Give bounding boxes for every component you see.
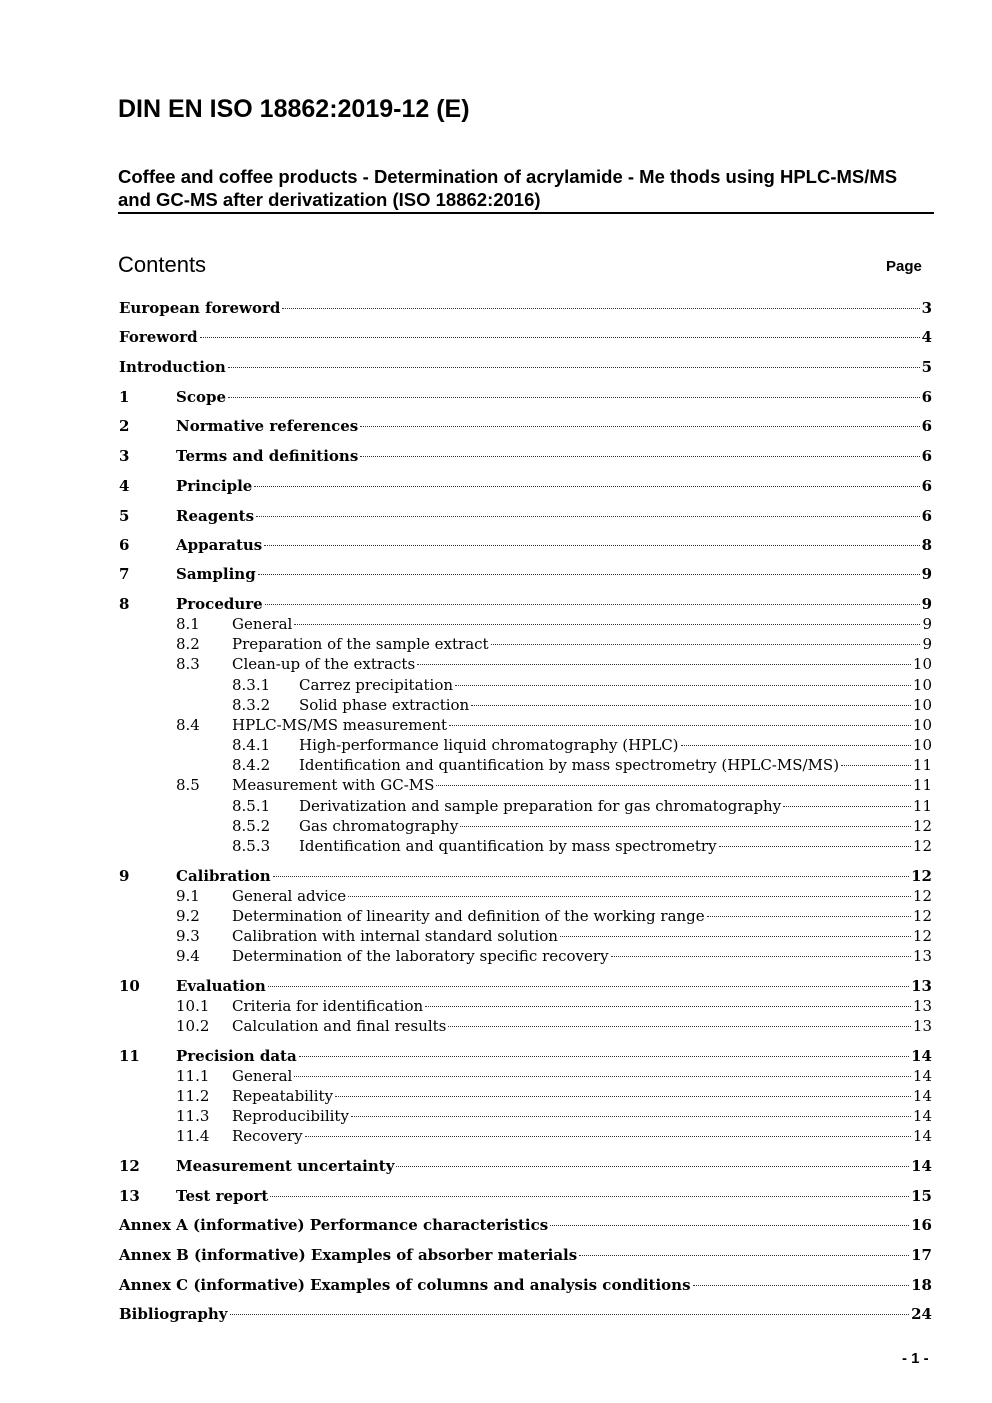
toc-entry-number: 1 bbox=[119, 388, 130, 406]
toc-entry-page: 14 bbox=[911, 1157, 932, 1175]
toc-entry[interactable] bbox=[176, 906, 932, 926]
toc-entry-number: 10 bbox=[119, 977, 140, 995]
toc-entry-number: 9.4 bbox=[176, 947, 200, 965]
document-subtitle: Coffee and coffee products - Determination of acrylamide - Me thods using HPLC-MS/MS and GC-MS after derivatization (ISO 18862:2016) bbox=[118, 165, 934, 214]
dot-leader bbox=[282, 308, 919, 309]
toc-entry-label: Calibration bbox=[176, 867, 271, 885]
toc-entry-number: 11 bbox=[119, 1047, 140, 1065]
toc-entry-label: Annex A (informative) Performance characteristics bbox=[119, 1216, 549, 1234]
toc-entry-page: 12 bbox=[912, 887, 932, 905]
toc-entry[interactable] bbox=[119, 564, 932, 584]
toc-entry-number: 10.1 bbox=[176, 997, 210, 1015]
toc-entry-label: Terms and definitions bbox=[176, 447, 359, 465]
toc-entry-number: 8.3.1 bbox=[232, 676, 271, 694]
dot-leader bbox=[783, 806, 911, 807]
toc-entry[interactable] bbox=[176, 1126, 932, 1146]
toc-entry[interactable] bbox=[119, 1215, 932, 1235]
toc-entry-label: Scope bbox=[176, 388, 227, 406]
toc-entry-label: Gas chromatography bbox=[299, 817, 459, 835]
toc-entry-page: 13 bbox=[911, 977, 932, 995]
toc-entry-page: 11 bbox=[912, 776, 932, 794]
toc-entry-page: 11 bbox=[912, 797, 932, 815]
toc-entry-page: 6 bbox=[921, 447, 932, 465]
toc-entry[interactable] bbox=[232, 755, 932, 775]
toc-entry[interactable] bbox=[119, 446, 932, 466]
document-title: DIN EN ISO 18862:2019-12 (E) bbox=[118, 95, 470, 123]
toc-entry-page: 12 bbox=[911, 867, 932, 885]
toc-entry-number: 8.4 bbox=[176, 716, 200, 734]
dot-leader bbox=[230, 1314, 910, 1315]
toc-entry-number: 11.3 bbox=[176, 1107, 210, 1125]
toc-entry-page: 6 bbox=[921, 507, 932, 525]
toc-entry-number: 9.3 bbox=[176, 927, 200, 945]
toc-entry-label: Introduction bbox=[119, 358, 226, 376]
toc-entry-number: 9.2 bbox=[176, 907, 200, 925]
toc-entry-label: Evaluation bbox=[176, 977, 266, 995]
toc-entry-page: 9 bbox=[921, 565, 932, 583]
toc-entry-page: 17 bbox=[911, 1246, 932, 1264]
dot-leader bbox=[707, 916, 911, 917]
toc-entry-number: 2 bbox=[119, 417, 130, 435]
dot-leader bbox=[455, 685, 911, 686]
dot-leader bbox=[719, 846, 911, 847]
toc-entry-number: 9.1 bbox=[176, 887, 200, 905]
toc-entry[interactable] bbox=[176, 1086, 932, 1106]
dot-leader bbox=[360, 426, 919, 427]
toc-entry[interactable] bbox=[119, 357, 932, 377]
dot-leader bbox=[228, 397, 920, 398]
toc-entry[interactable] bbox=[176, 654, 932, 674]
toc-entry-label: Solid phase extraction bbox=[299, 696, 470, 714]
toc-entry-label: Measurement uncertainty bbox=[176, 1157, 395, 1175]
toc-entry[interactable] bbox=[232, 695, 932, 715]
toc-entry-page: 14 bbox=[911, 1047, 932, 1065]
dot-leader bbox=[396, 1166, 909, 1167]
toc-entry-label: Foreword bbox=[119, 328, 198, 346]
toc-entry[interactable] bbox=[119, 416, 932, 436]
toc-entry[interactable] bbox=[119, 506, 932, 526]
dot-leader bbox=[449, 725, 911, 726]
toc-entry-number: 11.2 bbox=[176, 1087, 210, 1105]
dot-leader bbox=[258, 574, 920, 575]
page-number: - 1 - bbox=[902, 1350, 929, 1367]
dot-leader bbox=[273, 876, 909, 877]
toc-entry-label: Reagents bbox=[176, 507, 255, 525]
dot-leader bbox=[294, 1076, 911, 1077]
toc-entry-label: Calculation and final results bbox=[232, 1017, 447, 1035]
toc-entry[interactable] bbox=[176, 614, 932, 634]
toc-entry[interactable] bbox=[176, 1066, 932, 1086]
contents-heading: Contents bbox=[118, 252, 207, 277]
toc-entry-number: 11.1 bbox=[176, 1067, 210, 1085]
toc-entry-page: 6 bbox=[921, 417, 932, 435]
toc-entry[interactable] bbox=[176, 1106, 932, 1126]
toc-entry-label: Principle bbox=[176, 477, 253, 495]
toc-entry-page: 14 bbox=[912, 1107, 932, 1125]
toc-entry-label: Derivatization and sample preparation for gas chromatography bbox=[299, 797, 782, 815]
dot-leader bbox=[265, 604, 920, 605]
toc-entry[interactable] bbox=[176, 1016, 932, 1036]
toc-entry-label: Criteria for identification bbox=[232, 997, 424, 1015]
toc-entry-label: Annex B (informative) Examples of absorber materials bbox=[119, 1246, 578, 1264]
toc-entry-page: 12 bbox=[912, 817, 932, 835]
toc-entry-number: 7 bbox=[119, 565, 130, 583]
toc-entry-page: 11 bbox=[912, 756, 932, 774]
dot-leader bbox=[611, 956, 911, 957]
toc-entry-page: 10 bbox=[912, 696, 932, 714]
toc-entry[interactable] bbox=[232, 816, 932, 836]
toc-entry-label: Normative references bbox=[176, 417, 359, 435]
toc-entry-label: Annex C (informative) Examples of columns and analysis conditions bbox=[119, 1276, 691, 1294]
toc-entry-label: European foreword bbox=[119, 299, 281, 317]
dot-leader bbox=[417, 664, 911, 665]
toc-entry-page: 13 bbox=[912, 997, 932, 1015]
toc-entry-label: Clean-up of the extracts bbox=[232, 655, 416, 673]
toc-entry-label: General advice bbox=[232, 887, 347, 905]
toc-entry-number: 10.2 bbox=[176, 1017, 210, 1035]
toc-entry-number: 8.5.2 bbox=[232, 817, 271, 835]
toc-entry-page: 16 bbox=[911, 1216, 932, 1234]
toc-entry-number: 8.5.1 bbox=[232, 797, 271, 815]
toc-entry-number: 4 bbox=[119, 477, 130, 495]
toc-entry-page: 4 bbox=[921, 328, 932, 346]
toc-entry[interactable] bbox=[119, 298, 932, 318]
toc-entry-label: General bbox=[232, 1067, 293, 1085]
toc-entry-page: 13 bbox=[912, 947, 932, 965]
toc-entry-label: Identification and quantification by mass spectrometry (HPLC-MS/MS) bbox=[299, 756, 840, 774]
toc-entry-number: 8.3 bbox=[176, 655, 200, 673]
toc-entry-number: 8.4.1 bbox=[232, 736, 271, 754]
dot-leader bbox=[270, 1196, 909, 1197]
toc-entry[interactable] bbox=[176, 775, 932, 795]
toc-entry[interactable] bbox=[232, 836, 932, 856]
dot-leader bbox=[305, 1136, 911, 1137]
toc-entry-page: 5 bbox=[921, 358, 932, 376]
dot-leader bbox=[448, 1026, 911, 1027]
dot-leader bbox=[436, 785, 911, 786]
toc-entry[interactable] bbox=[232, 735, 932, 755]
dot-leader bbox=[550, 1225, 909, 1226]
toc-entry-label: Repeatability bbox=[232, 1087, 334, 1105]
toc-entry-label: HPLC-MS/MS measurement bbox=[232, 716, 448, 734]
toc-entry-label: Preparation of the sample extract bbox=[232, 635, 489, 653]
dot-leader bbox=[693, 1285, 910, 1286]
toc-entry-label: Bibliography bbox=[119, 1305, 228, 1323]
toc-entry-page: 9 bbox=[921, 595, 932, 613]
toc-entry[interactable] bbox=[119, 387, 932, 407]
toc-entry[interactable] bbox=[119, 1304, 932, 1324]
toc-entry[interactable] bbox=[176, 996, 932, 1016]
toc-entry[interactable] bbox=[119, 594, 932, 614]
toc-entry-number: 8.5.3 bbox=[232, 837, 271, 855]
toc-entry-number: 6 bbox=[119, 536, 130, 554]
toc-entry-number: 8.5 bbox=[176, 776, 200, 794]
dot-leader bbox=[425, 1006, 911, 1007]
dot-leader bbox=[360, 456, 919, 457]
toc-entry-number: 3 bbox=[119, 447, 130, 465]
toc-entry-page: 10 bbox=[912, 736, 932, 754]
toc-entry-number: 8.2 bbox=[176, 635, 200, 653]
toc-entry-page: 14 bbox=[912, 1087, 932, 1105]
toc-entry-page: 24 bbox=[911, 1305, 932, 1323]
toc-entry[interactable] bbox=[232, 796, 932, 816]
dot-leader bbox=[491, 644, 921, 645]
toc-entry[interactable] bbox=[119, 1156, 932, 1176]
toc-entry[interactable] bbox=[119, 1245, 932, 1265]
dot-leader bbox=[256, 516, 920, 517]
toc-entry-page: 10 bbox=[912, 676, 932, 694]
toc-entry-page: 14 bbox=[912, 1127, 932, 1145]
toc-entry-label: Test report bbox=[176, 1187, 269, 1205]
toc-entry-page: 8 bbox=[921, 536, 932, 554]
toc-entry-label: Identification and quantification by mass spectrometry bbox=[299, 837, 717, 855]
toc-entry-page: 10 bbox=[912, 655, 932, 673]
toc-entry[interactable] bbox=[119, 1186, 932, 1206]
toc-entry-page: 10 bbox=[912, 716, 932, 734]
toc-entry[interactable] bbox=[119, 866, 932, 886]
toc-entry[interactable] bbox=[176, 634, 932, 654]
toc-entry-label: Procedure bbox=[176, 595, 263, 613]
toc-entry-page: 15 bbox=[911, 1187, 932, 1205]
toc-entry-number: 8.3.2 bbox=[232, 696, 271, 714]
toc-entry-number: 11.4 bbox=[176, 1127, 210, 1145]
toc-entry-label: Precision data bbox=[176, 1047, 297, 1065]
toc-entry-page: 14 bbox=[912, 1067, 932, 1085]
toc-entry[interactable] bbox=[232, 675, 932, 695]
toc-entry[interactable] bbox=[119, 476, 932, 496]
toc-entry-page: 6 bbox=[921, 477, 932, 495]
dot-leader bbox=[348, 896, 911, 897]
dot-leader bbox=[264, 545, 919, 546]
toc-entry-number: 12 bbox=[119, 1157, 140, 1175]
toc-entry-label: Carrez precipitation bbox=[299, 676, 454, 694]
toc-entry-label: Recovery bbox=[232, 1127, 303, 1145]
toc-entry-label: Calibration with internal standard solution bbox=[232, 927, 558, 945]
toc-entry[interactable] bbox=[176, 715, 932, 735]
page-column-heading: Page bbox=[886, 258, 922, 275]
dot-leader bbox=[254, 486, 919, 487]
toc-entry[interactable] bbox=[176, 886, 932, 906]
dot-leader bbox=[351, 1116, 911, 1117]
toc-entry-label: Measurement with GC-MS bbox=[232, 776, 435, 794]
toc-entry-page: 3 bbox=[921, 299, 932, 317]
toc-entry[interactable] bbox=[119, 1046, 932, 1066]
toc-entry-label: Determination of linearity and definition of the working range bbox=[232, 907, 705, 925]
toc-entry[interactable] bbox=[176, 926, 932, 946]
toc-entry-label: Apparatus bbox=[176, 536, 263, 554]
toc-entry-number: 9 bbox=[119, 867, 130, 885]
dot-leader bbox=[228, 367, 920, 368]
toc-entry-label: Sampling bbox=[176, 565, 256, 583]
toc-entry-number: 8 bbox=[119, 595, 130, 613]
dot-leader bbox=[200, 337, 920, 338]
dot-leader bbox=[681, 745, 911, 746]
toc-entry-page: 9 bbox=[922, 635, 932, 653]
toc-entry-label: General bbox=[232, 615, 293, 633]
toc-entry-label: Determination of the laboratory specific recovery bbox=[232, 947, 609, 965]
dot-leader bbox=[841, 765, 911, 766]
toc-entry[interactable] bbox=[119, 535, 932, 555]
toc-entry-label: High-performance liquid chromatography (HPLC) bbox=[299, 736, 679, 754]
toc-entry-page: 12 bbox=[912, 907, 932, 925]
dot-leader bbox=[460, 826, 911, 827]
toc-entry-number: 8.1 bbox=[176, 615, 200, 633]
dot-leader bbox=[268, 986, 909, 987]
dot-leader bbox=[471, 705, 911, 706]
toc-entry-page: 6 bbox=[921, 388, 932, 406]
dot-leader bbox=[294, 624, 920, 625]
toc-entry-page: 9 bbox=[922, 615, 932, 633]
dot-leader bbox=[579, 1255, 909, 1256]
toc-entry[interactable] bbox=[176, 946, 932, 966]
dot-leader bbox=[299, 1056, 909, 1057]
toc-entry-page: 13 bbox=[912, 1017, 932, 1035]
toc-entry[interactable] bbox=[119, 976, 932, 996]
toc-entry-number: 5 bbox=[119, 507, 130, 525]
dot-leader bbox=[335, 1096, 911, 1097]
toc-entry[interactable] bbox=[119, 327, 932, 347]
toc-entry-page: 12 bbox=[912, 927, 932, 945]
toc-entry-number: 13 bbox=[119, 1187, 140, 1205]
toc-entry[interactable] bbox=[119, 1275, 932, 1295]
toc-entry-page: 18 bbox=[911, 1276, 932, 1294]
dot-leader bbox=[560, 936, 911, 937]
toc-entry-label: Reproducibility bbox=[232, 1107, 349, 1125]
toc-entry-page: 12 bbox=[912, 837, 932, 855]
toc-entry-number: 8.4.2 bbox=[232, 756, 271, 774]
